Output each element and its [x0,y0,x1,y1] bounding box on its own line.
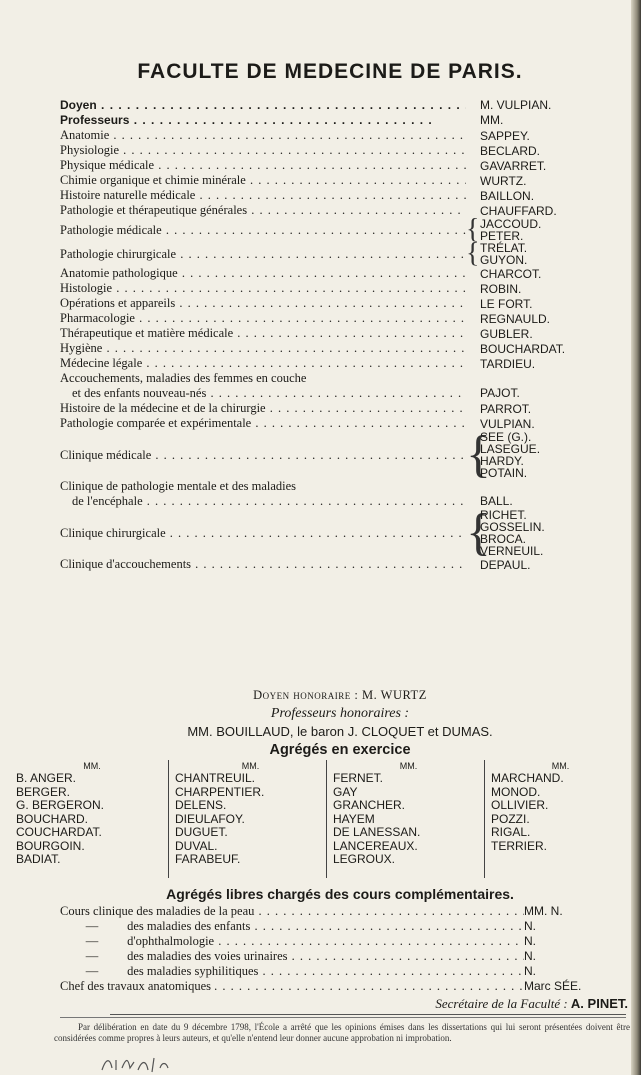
chair-row [60,128,620,143]
agrege-name: BOUCHARD. [16,811,89,826]
professor-name: WURTZ. [480,173,527,188]
agrege-name: MONOD. [491,784,541,799]
agreges-grid [10,760,630,878]
chair-row [60,214,620,245]
agrege-name: MARCHAND. [491,771,564,785]
accouchements-row-1: Accouchements, maladies des femmes en couche [60,371,307,385]
agrege-name: GRANCHER. [333,798,406,812]
chair-label: Chimie organique et chimie minérale [60,173,246,187]
chair-row [60,426,620,483]
agrege-name: G. BERGERON. [16,798,105,812]
professeurs-label: Professeurs [60,113,130,127]
professor-name: BAILLON. [480,188,535,203]
professor-name: LASEGUE. [480,442,541,456]
chair-label: Thérapeutique et matière médicale [60,326,234,340]
cours-prefix: Cours clinique [60,904,134,918]
cours-name: N. [524,949,536,963]
chair-label: Histologie [60,281,113,295]
secretaire-label: Secrétaire de la Faculté : [435,996,568,1011]
chair-row [60,188,620,203]
divider-rule-thin [60,1017,626,1018]
secretaire-line [60,996,628,1012]
agreges-column [484,760,630,878]
agrege-name: CHANTREUIL. [175,771,256,785]
chair-label: Pathologie et thérapeutique générales [60,203,248,217]
cours-label: d'ophthalmologie [127,934,215,948]
professor-name: BROCA. [480,532,527,546]
agrege-name: RIGAL. [491,825,531,839]
cours-complementaires [60,904,620,994]
clinique-mentale-row-1: Clinique de pathologie mentale et des maladies [60,479,297,493]
agrege-name: BADIAT. [16,852,61,866]
professor-name: PETER. [480,229,524,243]
agrege-name: DUGUET. [175,825,228,839]
handwritten-mark-icon [98,1054,172,1074]
divider-rule [110,1014,626,1015]
professor-name: TRÉLAT. [480,241,528,255]
chairs-block [60,128,620,371]
professor-name: GUYON. [480,253,528,267]
agrege-name: CHARPENTIER. [175,784,265,799]
chair-label: Médecine légale [60,356,143,370]
agrege-name: DELENS. [175,798,227,812]
cours-label: des maladies de la peau [136,904,255,918]
professors-list [60,98,620,572]
professor-name: GUBLER. [480,326,533,341]
agrege-name: DUVAL. [175,838,218,853]
cours-name: N. [524,964,536,978]
doyen-honoraire: Doyen honoraire : M. WURTZ [253,688,427,702]
cours-name: MM. N. [524,904,563,918]
chair-label: Pharmacologie [60,311,135,325]
professor-name: BOUCHARDAT. [480,341,566,356]
cours-name: N. [524,919,536,933]
chair-row [60,311,620,326]
accouchements-name: PAJOT. [480,386,520,400]
faculty-title: FACULTE DE MEDECINE DE PARIS. [137,60,523,83]
chair-row [60,266,620,281]
doyen-row [60,98,620,113]
professor-name: TARDIEU. [480,356,536,371]
chair-row [60,356,620,371]
scan-edge [631,0,641,1075]
professor-name: CHARCOT. [480,266,542,281]
cours-prefix: — [60,919,124,934]
brace-icon: { [466,238,480,269]
agrege-name: DE LANESSAN. [333,825,421,839]
chair-row [60,401,620,416]
agreges-column [10,760,168,878]
professeurs-honoraires-title: Professeurs honoraires : [270,706,410,721]
agrege-name: GAY [333,784,358,799]
professor-name: ROBIN. [480,281,522,296]
chair-row [60,238,620,269]
cours-row [60,964,620,979]
professor-name: DEPAUL. [480,557,531,572]
clinique-mentale-name: BALL. [480,494,513,508]
chair-label: Pathologie comparée et expérimentale [60,416,252,430]
chair-label: Clinique d'accouchements [60,557,192,571]
professor-name: VULPIAN. [480,416,535,431]
deliberation-note: Par délibération en date du 9 décembre 1798, l'École a arrêté que les opinions émises dans les dissertations qui lui seront présentées doivent être considérées comme propres à leurs auteurs, et qu'elle n'entend leur donner aucune approbation ni improbation. [54,1022,630,1043]
cours-prefix: Chef des travaux anatomiques [60,979,211,993]
professor-name: SEE (G.). [480,430,532,444]
chair-label: Anatomie pathologique [60,266,178,280]
chair-label: Histoire de la médecine et de la chirurgie [60,401,266,415]
chair-row [60,203,620,218]
agreges-libres-title: Agrégés libres chargés des cours complémentaires. [166,886,514,902]
brace-icon: { [466,426,491,483]
agrege-name: TERRIER. [491,838,548,853]
brace-icon: { [466,504,491,561]
chairs3-block [60,504,620,572]
agreges-column [168,760,326,878]
agrege-name: POZZI. [491,811,530,826]
cours-row [60,949,620,964]
professor-name: CHAUFFARD. [480,203,557,218]
chair-label: Pathologie chirurgicale [60,246,177,261]
agreges-column [326,760,484,878]
clinique-mentale-row-2: de l'encéphale . . . BALL. [60,494,620,509]
column-mm: MM. [551,761,570,771]
professor-name: REGNAULD. [480,311,551,326]
accouchements-row-2: et des enfants nouveau-nés . . . PAJOT. [60,386,620,401]
professeurs-mm: MM. [480,113,504,127]
cours-name: N. [524,934,536,948]
agrege-name: COUCHARDAT. [16,825,102,839]
cours-name: Marc SÉE. [524,979,582,993]
chair-row [60,143,620,158]
chair-label: Physique médicale [60,158,155,172]
cours-label: des maladies des enfants [127,919,251,933]
column-mm: MM. [399,761,418,771]
column-mm: MM. [83,761,101,771]
professor-name: VERNEUIL. [480,544,544,558]
agrege-name: DIEULAFOY. [175,811,245,826]
chair-label: Opérations et appareils [60,296,176,310]
chair-label: Anatomie [60,128,110,142]
professor-name: POTAIN. [480,466,528,480]
agrege-name: LEGROUX. [333,852,396,866]
professor-name: PARROT. [480,401,532,416]
cours-row [60,934,620,949]
agreges-title: Agrégés en exercice [269,742,411,758]
chair-row [60,296,620,311]
chair-row [60,416,620,431]
professor-name: RICHET. [480,508,527,522]
professor-name: GAVARRET. [480,158,547,173]
professeurs-row [60,113,620,128]
chair-label: Clinique chirurgicale [60,525,166,540]
chair-row [60,326,620,341]
cours-label: des maladies des voies urinaires [127,949,288,963]
chair-label: Hygiène [60,341,103,355]
professor-name: HARDY. [480,454,524,468]
doyen-name: M. VULPIAN. [480,98,552,112]
cours-label: des maladies syphilitiques [127,964,259,978]
chair-row [60,504,620,561]
professor-name: GOSSELIN. [480,520,545,534]
agrege-name: BERGER. [16,784,71,799]
chair-label: Pathologie médicale [60,222,162,237]
professeurs-honoraires-names: MM. BOUILLAUD, le baron J. CLOQUET et DUMAS. [187,724,493,739]
chair-label: Clinique médicale [60,447,152,462]
agrege-name: B. ANGER. [16,771,77,785]
agrege-name: OLLIVIER. [491,798,549,812]
cours-row [60,919,620,934]
agrege-name: FERNET. [333,771,384,785]
agrege-name: HAYEM [333,811,375,826]
column-mm: MM. [241,761,260,771]
chair-label: Histoire naturelle médicale [60,188,196,202]
cours-row [60,904,620,919]
secretaire-name: A. PINET. [570,996,628,1011]
cours-prefix: — [60,949,124,964]
chair-row [60,281,620,296]
professor-name: BECLARD. [480,143,541,158]
cours-prefix: — [60,964,124,979]
agrege-name: FARABEUF. [175,852,241,866]
cours-row [60,979,620,994]
chair-label: Physiologie [60,143,120,157]
chair-row [60,173,620,188]
professor-name: SAPPEY. [480,128,530,143]
cours-prefix: — [60,934,124,949]
chairs2-block [60,401,620,483]
chair-row [60,341,620,356]
professor-name: JACCOUD. [480,217,542,231]
agrege-name: LANCEREAUX. [333,838,418,853]
doyen-label: Doyen [60,98,97,112]
agrege-name: BOURGOIN. [16,838,85,853]
professor-name: LE FORT. [480,296,533,311]
brace-icon: { [466,214,480,245]
chair-row [60,557,620,572]
chair-row [60,158,620,173]
